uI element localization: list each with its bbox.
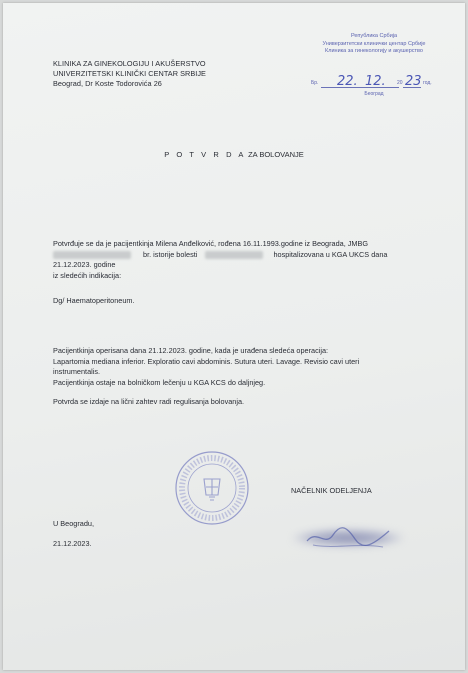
letterhead-line-1: KLINIKA ZA GINEKOLOGIJU I AKUŠERSTVO [53, 59, 206, 68]
p1-line-3: iz sledećih indikacija: [53, 270, 122, 280]
document-title [3, 150, 465, 159]
stamp-date-row [311, 74, 437, 88]
redacted-jmbg [53, 251, 131, 259]
letterhead-line-3: Beograd, Dr Koste Todorovića 26 [53, 79, 162, 88]
stamp-date-month: 12. [365, 74, 386, 89]
paragraph-operation [53, 346, 425, 388]
p1-hospitalized: hospitalizovana u KGA UKCS dana 21.12.2023. godine [53, 249, 388, 269]
stamp-line-2: Универзитетски клинички центар Србије [322, 41, 426, 47]
p1-history-label: br. istorije bolesti [143, 249, 198, 259]
stamp-line-3: Клиника за гинекологију и акушерство [325, 48, 423, 54]
letterhead-line-2: UNIVERZITETSKI KLINIČKI CENTAR SRBIJE [53, 69, 206, 78]
letterhead [53, 59, 206, 89]
stamp-line-1: Република Србија [350, 33, 398, 39]
p2-line-1: Pacijentkinja operisana dana 21.12.2023. godine, kada je urađena sledeća operacija: [53, 346, 329, 355]
stamp-city: Београд [364, 91, 384, 97]
redacted-history-number [205, 251, 263, 259]
p2-line-2: Lapartomia mediana inferior. Exploratio cavi abdominis. Sutura uteri. Lavage. Revisio cavi uteri [53, 356, 360, 366]
round-seal-icon [173, 449, 251, 527]
stamp-date-year: 23 [405, 74, 422, 89]
stamp-year-suffix: год. [423, 80, 432, 86]
title-spaced: P O T V R D A [164, 150, 246, 159]
signatory-title: NAČELNIK ODELJENJA [291, 486, 372, 495]
paragraph-purpose: Potvrda se izdaje na lični zahtev radi regulisanja bolovanja. [53, 397, 245, 406]
registration-stamp [309, 33, 439, 111]
footer-date: 21.12.2023. [53, 539, 92, 548]
paragraph-patient [53, 239, 425, 281]
title-rest: ZA BOLOVANJE [248, 150, 304, 159]
handwritten-signature-icon [303, 523, 393, 551]
document-page [3, 3, 465, 670]
p2-line-3: instrumentalis. [53, 367, 101, 376]
footer-city: U Beogradu, [53, 519, 94, 528]
stamp-date-prefix: 20 [397, 80, 403, 86]
diagnosis: Dg/ Haematoperitoneum. [53, 296, 135, 305]
p1-line-1: Potvrđuje se da je pacijentkinja Milena Anđelković, rođena 16.11.1993.godine iz Beograda, JMBG [53, 239, 369, 248]
p1-line-2 [53, 250, 425, 271]
p2-line-4: Pacijentkinja ostaje na bolničkom lečenju u KGA KCS do daljnjeg. [53, 377, 266, 387]
stamp-date-day: 22. [337, 74, 358, 89]
stamp-year-underline [403, 87, 421, 88]
stamp-date-underline [321, 87, 399, 88]
stamp-br-label: Бр. [311, 80, 319, 86]
